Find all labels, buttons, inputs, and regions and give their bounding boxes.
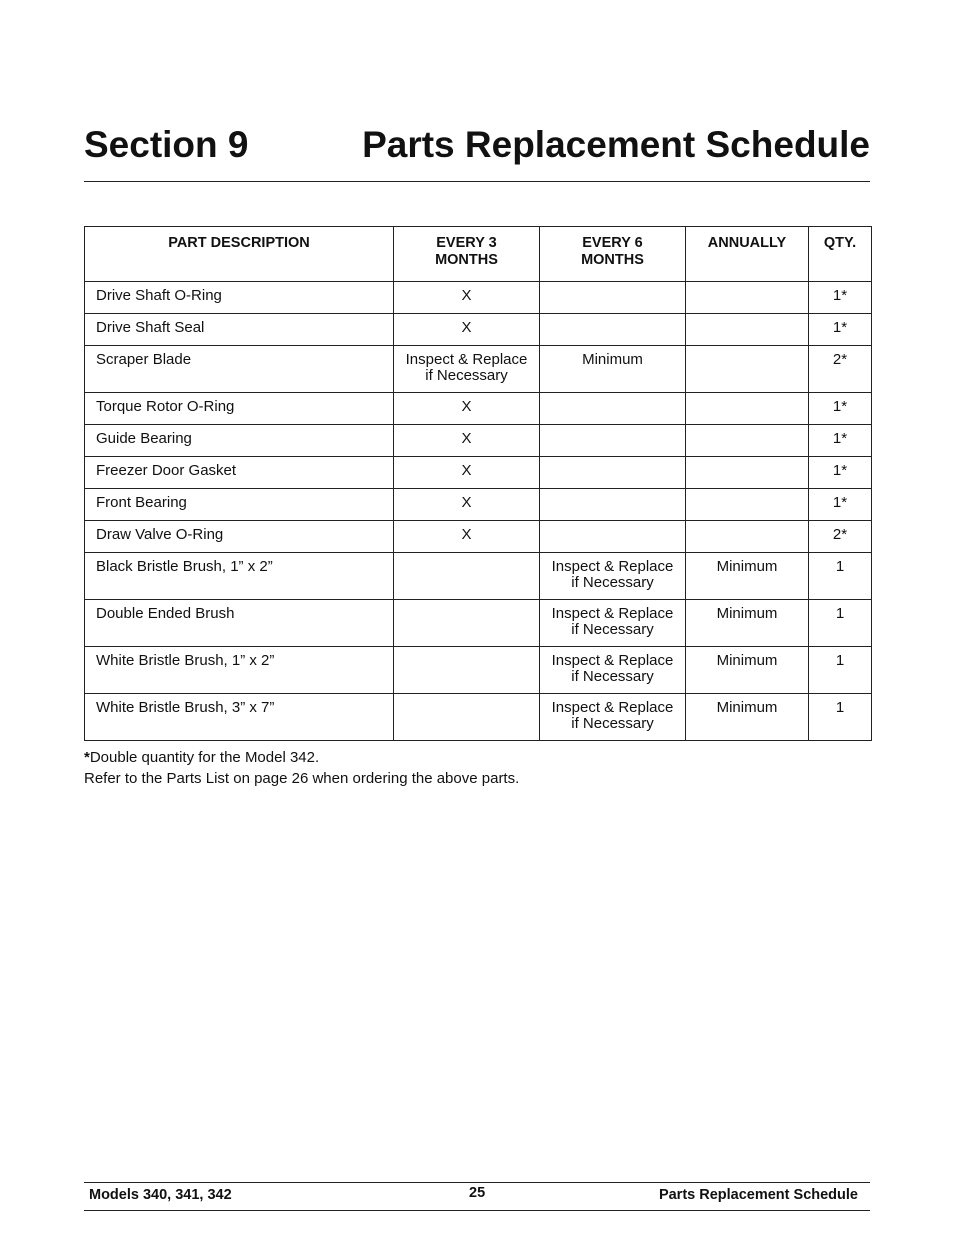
part-description-cell [85,314,394,346]
table-row [85,314,872,346]
cell-text: Front Bearing [96,494,187,511]
every-3-months-cell [394,314,540,346]
cell-text: 1 [835,652,845,669]
cell-text: Drive Shaft Seal [96,319,205,336]
annually-cell [686,425,809,457]
part-description-cell [85,553,394,600]
every-6-months-cell [540,393,686,425]
qty-cell [809,425,872,457]
header-annually: ANNUALLY [686,227,809,282]
qty-cell [809,600,872,647]
cell-text: Freezer Door Gasket [96,462,237,479]
cell-text: 1 [835,558,845,575]
part-description-cell [85,457,394,489]
cell-text: Double Ended Brush [96,605,235,622]
cell-text: 2* [832,526,848,543]
annually-cell [686,521,809,553]
footer-page-number: 25 [469,1185,486,1201]
every-6-months-cell [540,521,686,553]
every-6-months-cell [540,314,686,346]
cell-text: Draw Valve O-Ring [96,526,224,543]
table-notes [84,747,864,789]
cell-text: 1 [835,605,845,622]
every-6-months-cell [540,647,686,694]
every-6-months-cell [540,553,686,600]
every-3-months-cell [394,694,540,741]
cell-text: Inspect & Replace if Necessary [551,558,674,591]
every-3-months-cell [394,553,540,600]
header-every-6-months: EVERY 6 MONTHS [540,227,686,282]
every-6-months-cell [540,600,686,647]
qty-cell [809,521,872,553]
table-row [85,489,872,521]
cell-text: White Bristle Brush, 1” x 2” [96,652,275,669]
qty-cell [809,489,872,521]
footer-models: Models 340, 341, 342 [89,1187,232,1203]
section-label: Section 9 [84,124,249,165]
section-title: Parts Replacement Schedule [362,124,870,165]
footer-divider-top [84,1182,870,1183]
cell-text: Minimum [582,351,643,368]
parts-replacement-table [84,226,872,741]
table-row [85,425,872,457]
qty-cell [809,457,872,489]
annually-cell [686,457,809,489]
qty-cell [809,393,872,425]
heading-divider [84,181,870,182]
part-description-cell [85,393,394,425]
table-row [85,346,872,393]
cell-text: Inspect & Replace if Necessary [405,351,528,384]
qty-cell [809,694,872,741]
page-heading [84,121,870,169]
reference-note: Refer to the Parts List on page 26 when ordering the above parts. [84,770,520,787]
footer-divider-bottom [84,1210,870,1211]
cell-text: 1* [832,494,848,511]
cell-text: Minimum [716,652,778,669]
every-3-months-cell [394,282,540,314]
part-description-cell [85,521,394,553]
every-6-months-cell [540,425,686,457]
every-3-months-cell [394,521,540,553]
cell-text: X [461,319,472,336]
cell-text: X [461,430,472,447]
every-3-months-cell [394,346,540,393]
table-body [85,282,872,741]
part-description-cell [85,600,394,647]
page-footer [84,1184,870,1208]
qty-cell [809,553,872,600]
annually-cell [686,600,809,647]
cell-text: 1* [832,398,848,415]
cell-text: X [461,494,472,511]
table-row [85,282,872,314]
cell-text: White Bristle Brush, 3” x 7” [96,699,275,716]
cell-text: Torque Rotor O-Ring [96,398,235,415]
every-6-months-cell [540,694,686,741]
cell-text: X [461,462,472,479]
every-3-months-cell [394,600,540,647]
table-row [85,553,872,600]
cell-text: Guide Bearing [96,430,192,447]
table-row [85,600,872,647]
cell-text: X [461,398,472,415]
qty-cell [809,282,872,314]
cell-text: Inspect & Replace if Necessary [551,699,674,732]
every-3-months-cell [394,647,540,694]
header-qty: QTY. [809,227,872,282]
qty-cell [809,314,872,346]
table-row [85,694,872,741]
part-description-cell [85,489,394,521]
part-description-cell [85,425,394,457]
cell-text: Minimum [716,558,778,575]
part-description-cell [85,282,394,314]
every-6-months-cell [540,346,686,393]
table-row [85,647,872,694]
every-6-months-cell [540,282,686,314]
cell-text: Black Bristle Brush, 1” x 2” [96,558,273,575]
table-row [85,457,872,489]
footnote-text: Double quantity for the Model 342. [89,749,320,766]
annually-cell [686,282,809,314]
cell-text: 1* [832,319,848,336]
cell-text: 1 [835,699,845,716]
annually-cell [686,553,809,600]
table-row [85,521,872,553]
cell-text: Minimum [716,605,778,622]
cell-text: 2* [832,351,848,368]
cell-text: Minimum [716,699,778,716]
table-header-row [85,227,872,282]
cell-text: Scraper Blade [96,351,192,368]
part-description-cell [85,694,394,741]
footnote [84,747,864,768]
annually-cell [686,647,809,694]
qty-cell [809,346,872,393]
annually-cell [686,314,809,346]
annually-cell [686,346,809,393]
footnote-marker: * [84,749,90,766]
part-description-cell [85,346,394,393]
cell-text: X [461,287,472,304]
annually-cell [686,489,809,521]
annually-cell [686,393,809,425]
footer-section-name: Parts Replacement Schedule [658,1187,858,1203]
cell-text: Inspect & Replace if Necessary [551,605,674,638]
header-every-3-months: EVERY 3 MONTHS [394,227,540,282]
every-3-months-cell [394,425,540,457]
part-description-cell [85,647,394,694]
cell-text: Drive Shaft O-Ring [96,287,222,304]
cell-text: 1* [832,287,848,304]
annually-cell [686,694,809,741]
every-3-months-cell [394,457,540,489]
every-3-months-cell [394,489,540,521]
cell-text: 1* [832,430,848,447]
every-6-months-cell [540,489,686,521]
cell-text: 1* [832,462,848,479]
cell-text: X [461,526,472,543]
table-row [85,393,872,425]
header-part-description: PART DESCRIPTION [85,227,394,282]
qty-cell [809,647,872,694]
cell-text: Inspect & Replace if Necessary [551,652,674,685]
every-6-months-cell [540,457,686,489]
every-3-months-cell [394,393,540,425]
